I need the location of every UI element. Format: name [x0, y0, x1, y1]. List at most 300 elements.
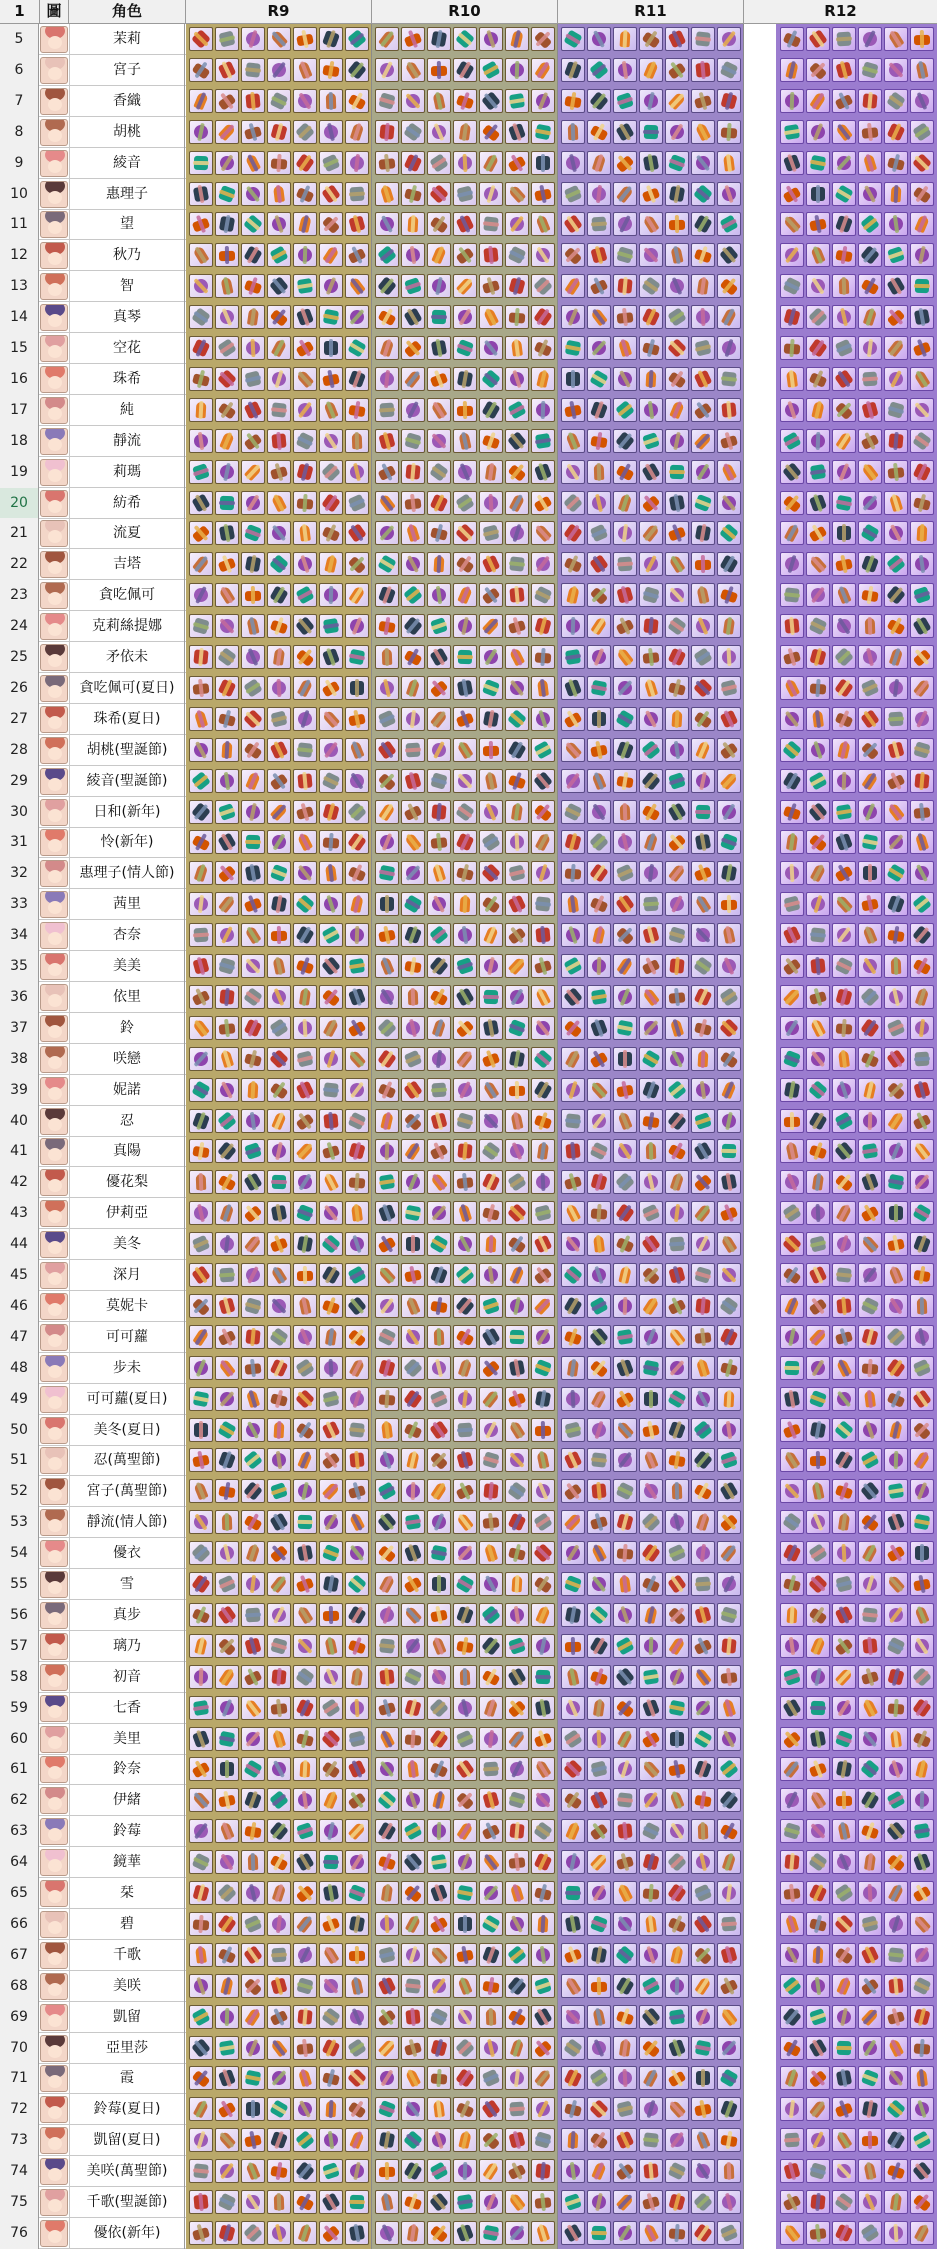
equipment-icon[interactable]: [884, 1788, 908, 1812]
equip-group-r9[interactable]: [186, 2094, 372, 2125]
equip-group-r9[interactable]: [186, 271, 372, 302]
equipment-icon[interactable]: [531, 274, 555, 298]
equip-group-r12[interactable]: [744, 1569, 937, 1600]
equipment-icon[interactable]: [639, 2036, 663, 2060]
equipment-icon[interactable]: [665, 1912, 689, 1936]
equipment-icon[interactable]: [858, 491, 882, 515]
equip-group-r11[interactable]: [558, 858, 744, 889]
equipment-icon[interactable]: [267, 89, 291, 113]
equipment-icon[interactable]: [613, 645, 637, 669]
equipment-icon[interactable]: [479, 892, 503, 916]
equipment-icon[interactable]: [189, 1510, 213, 1534]
equipment-icon[interactable]: [613, 2190, 637, 2214]
equipment-icon[interactable]: [427, 2005, 451, 2029]
row-number[interactable]: 73: [0, 2125, 39, 2156]
equipment-icon[interactable]: [806, 1479, 830, 1503]
equip-group-r9[interactable]: [186, 2156, 372, 2187]
equipment-icon[interactable]: [910, 1665, 934, 1689]
equipment-icon[interactable]: [241, 583, 265, 607]
equipment-icon[interactable]: [717, 923, 741, 947]
equip-group-r9[interactable]: [186, 1415, 372, 1446]
equipment-icon[interactable]: [639, 1263, 663, 1287]
equipment-icon[interactable]: [505, 861, 529, 885]
equipment-icon[interactable]: [639, 645, 663, 669]
equipment-icon[interactable]: [531, 429, 555, 453]
equipment-icon[interactable]: [505, 1479, 529, 1503]
equipment-icon[interactable]: [375, 552, 399, 576]
equipment-icon[interactable]: [884, 614, 908, 638]
character-name[interactable]: 初音: [69, 1662, 185, 1693]
table-row[interactable]: [0, 1909, 937, 1940]
equipment-icon[interactable]: [561, 985, 585, 1009]
equipment-icon[interactable]: [910, 800, 934, 824]
character-name[interactable]: 咲戀: [69, 1044, 185, 1075]
equipment-icon[interactable]: [427, 552, 451, 576]
equipment-icon[interactable]: [293, 923, 317, 947]
equip-group-r9[interactable]: [186, 1476, 372, 1507]
equipment-icon[interactable]: [453, 954, 477, 978]
character-name[interactable]: 亞里莎: [69, 2033, 185, 2064]
equipment-icon[interactable]: [858, 1850, 882, 1874]
equipment-icon[interactable]: [613, 58, 637, 82]
equipment-icon[interactable]: [215, 1047, 239, 1071]
equipment-icon[interactable]: [613, 305, 637, 329]
equip-group-r12[interactable]: [744, 2063, 937, 2094]
equipment-icon[interactable]: [665, 1634, 689, 1658]
equipment-icon[interactable]: [505, 1541, 529, 1565]
equipment-icon[interactable]: [241, 1881, 265, 1905]
equipment-icon[interactable]: [453, 583, 477, 607]
equipment-icon[interactable]: [665, 1232, 689, 1256]
equipment-icon[interactable]: [427, 521, 451, 545]
equipment-icon[interactable]: [613, 1479, 637, 1503]
equipment-icon[interactable]: [241, 830, 265, 854]
equip-group-r9[interactable]: [186, 148, 372, 179]
equipment-icon[interactable]: [884, 1510, 908, 1534]
equipment-icon[interactable]: [561, 367, 585, 391]
equip-group-r10[interactable]: [372, 1353, 558, 1384]
equipment-icon[interactable]: [267, 182, 291, 206]
equipment-icon[interactable]: [691, 1448, 715, 1472]
equipment-icon[interactable]: [806, 2066, 830, 2090]
equipment-icon[interactable]: [639, 27, 663, 51]
equipment-icon[interactable]: [832, 861, 856, 885]
character-name[interactable]: 茜里: [69, 889, 185, 920]
equipment-icon[interactable]: [319, 243, 343, 267]
equipment-icon[interactable]: [780, 985, 804, 1009]
equipment-icon[interactable]: [639, 212, 663, 236]
equipment-icon[interactable]: [613, 1325, 637, 1349]
equipment-icon[interactable]: [806, 892, 830, 916]
equipment-icon[interactable]: [910, 2036, 934, 2060]
equipment-icon[interactable]: [858, 1634, 882, 1658]
equipment-icon[interactable]: [884, 707, 908, 731]
equip-group-r10[interactable]: [372, 24, 558, 55]
equip-group-r10[interactable]: [372, 2063, 558, 2094]
equipment-icon[interactable]: [587, 2066, 611, 2090]
row-number[interactable]: 55: [0, 1569, 39, 1600]
equipment-icon[interactable]: [587, 1356, 611, 1380]
equipment-icon[interactable]: [479, 182, 503, 206]
equipment-icon[interactable]: [267, 2036, 291, 2060]
equip-group-r12[interactable]: [744, 2094, 937, 2125]
equipment-icon[interactable]: [806, 1665, 830, 1689]
equipment-icon[interactable]: [293, 1418, 317, 1442]
equipment-icon[interactable]: [319, 1850, 343, 1874]
equipment-icon[interactable]: [832, 1881, 856, 1905]
equipment-icon[interactable]: [691, 274, 715, 298]
equipment-icon[interactable]: [375, 274, 399, 298]
equipment-icon[interactable]: [665, 861, 689, 885]
equipment-icon[interactable]: [293, 1479, 317, 1503]
equip-group-r12[interactable]: [744, 580, 937, 611]
equipment-icon[interactable]: [241, 491, 265, 515]
equipment-icon[interactable]: [806, 552, 830, 576]
equipment-icon[interactable]: [345, 1201, 369, 1225]
character-name[interactable]: 七香: [69, 1693, 185, 1724]
equip-group-r11[interactable]: [558, 1384, 744, 1415]
equipment-icon[interactable]: [806, 1448, 830, 1472]
equipment-icon[interactable]: [215, 1727, 239, 1751]
table-row[interactable]: [0, 704, 937, 735]
equipment-icon[interactable]: [717, 521, 741, 545]
equipment-icon[interactable]: [453, 1448, 477, 1472]
equipment-icon[interactable]: [241, 552, 265, 576]
equipment-icon[interactable]: [587, 1572, 611, 1596]
equipment-icon[interactable]: [453, 892, 477, 916]
equipment-icon[interactable]: [345, 1232, 369, 1256]
equip-group-r11[interactable]: [558, 1291, 744, 1322]
equipment-icon[interactable]: [832, 676, 856, 700]
equipment-icon[interactable]: [858, 769, 882, 793]
equipment-icon[interactable]: [910, 1047, 934, 1071]
table-row[interactable]: [0, 1044, 937, 1075]
table-row[interactable]: [0, 457, 937, 488]
equipment-icon[interactable]: [505, 1788, 529, 1812]
equipment-icon[interactable]: [479, 521, 503, 545]
equipment-icon[interactable]: [241, 1603, 265, 1627]
equipment-icon[interactable]: [561, 1078, 585, 1102]
equipment-icon[interactable]: [639, 182, 663, 206]
equipment-icon[interactable]: [910, 274, 934, 298]
equipment-icon[interactable]: [531, 1387, 555, 1411]
equipment-icon[interactable]: [858, 1510, 882, 1534]
equipment-icon[interactable]: [717, 800, 741, 824]
equipment-icon[interactable]: [561, 1418, 585, 1442]
equipment-icon[interactable]: [780, 2221, 804, 2245]
equipment-icon[interactable]: [691, 1047, 715, 1071]
equipment-icon[interactable]: [453, 552, 477, 576]
equipment-icon[interactable]: [345, 1047, 369, 1071]
equipment-icon[interactable]: [241, 243, 265, 267]
equipment-icon[interactable]: [241, 151, 265, 175]
equipment-icon[interactable]: [613, 336, 637, 360]
character-name[interactable]: 宮子(萬聖節): [69, 1476, 185, 1507]
equipment-icon[interactable]: [267, 830, 291, 854]
equipment-icon[interactable]: [479, 645, 503, 669]
character-name[interactable]: 珠希: [69, 364, 185, 395]
equipment-icon[interactable]: [639, 1696, 663, 1720]
equipment-icon[interactable]: [401, 1943, 425, 1967]
table-row[interactable]: [0, 1971, 937, 2002]
equip-group-r10[interactable]: [372, 2125, 558, 2156]
equipment-icon[interactable]: [858, 1201, 882, 1225]
equipment-icon[interactable]: [665, 738, 689, 762]
equipment-icon[interactable]: [267, 1665, 291, 1689]
equipment-icon[interactable]: [691, 1665, 715, 1689]
equipment-icon[interactable]: [806, 1078, 830, 1102]
equip-group-r12[interactable]: [744, 364, 937, 395]
equipment-icon[interactable]: [215, 1016, 239, 1040]
equipment-icon[interactable]: [427, 1016, 451, 1040]
equipment-icon[interactable]: [561, 1047, 585, 1071]
equipment-icon[interactable]: [375, 336, 399, 360]
equipment-icon[interactable]: [613, 1232, 637, 1256]
equipment-icon[interactable]: [427, 800, 451, 824]
equipment-icon[interactable]: [375, 1047, 399, 1071]
equipment-icon[interactable]: [832, 985, 856, 1009]
equipment-icon[interactable]: [189, 861, 213, 885]
equipment-icon[interactable]: [884, 1881, 908, 1905]
equipment-icon[interactable]: [293, 2128, 317, 2152]
equipment-icon[interactable]: [910, 1356, 934, 1380]
equipment-icon[interactable]: [639, 1943, 663, 1967]
equipment-icon[interactable]: [189, 1418, 213, 1442]
equipment-icon[interactable]: [267, 1109, 291, 1133]
equipment-icon[interactable]: [587, 1047, 611, 1071]
equipment-icon[interactable]: [189, 1819, 213, 1843]
equipment-icon[interactable]: [587, 27, 611, 51]
equipment-icon[interactable]: [453, 1325, 477, 1349]
equip-group-r11[interactable]: [558, 148, 744, 179]
equipment-icon[interactable]: [453, 1850, 477, 1874]
character-name[interactable]: 惠理子: [69, 179, 185, 210]
equipment-icon[interactable]: [717, 1603, 741, 1627]
equip-group-r11[interactable]: [558, 735, 744, 766]
equipment-icon[interactable]: [884, 27, 908, 51]
equipment-icon[interactable]: [691, 1943, 715, 1967]
row-number[interactable]: 41: [0, 1136, 39, 1167]
equipment-icon[interactable]: [832, 583, 856, 607]
equipment-icon[interactable]: [780, 2066, 804, 2090]
equipment-icon[interactable]: [241, 521, 265, 545]
equipment-icon[interactable]: [345, 2190, 369, 2214]
equipment-icon[interactable]: [505, 2128, 529, 2152]
equipment-icon[interactable]: [832, 1541, 856, 1565]
row-number[interactable]: 23: [0, 580, 39, 611]
equipment-icon[interactable]: [806, 1263, 830, 1287]
equipment-icon[interactable]: [267, 1387, 291, 1411]
equipment-icon[interactable]: [561, 1572, 585, 1596]
equipment-icon[interactable]: [717, 151, 741, 175]
equipment-icon[interactable]: [561, 1263, 585, 1287]
equipment-icon[interactable]: [267, 398, 291, 422]
equipment-icon[interactable]: [613, 1974, 637, 1998]
equipment-icon[interactable]: [780, 1201, 804, 1225]
equipment-icon[interactable]: [884, 1109, 908, 1133]
equipment-icon[interactable]: [345, 2128, 369, 2152]
equipment-icon[interactable]: [319, 398, 343, 422]
equip-group-r11[interactable]: [558, 240, 744, 271]
equipment-icon[interactable]: [613, 2221, 637, 2245]
equipment-icon[interactable]: [319, 2159, 343, 2183]
equipment-icon[interactable]: [780, 2190, 804, 2214]
equip-group-r12[interactable]: [744, 1106, 937, 1137]
equipment-icon[interactable]: [884, 1016, 908, 1040]
equipment-icon[interactable]: [479, 2005, 503, 2029]
equipment-icon[interactable]: [910, 305, 934, 329]
equipment-icon[interactable]: [375, 521, 399, 545]
equipment-icon[interactable]: [375, 1603, 399, 1627]
equipment-icon[interactable]: [345, 212, 369, 236]
equipment-icon[interactable]: [401, 151, 425, 175]
character-name[interactable]: 可可蘿(夏日): [69, 1384, 185, 1415]
equipment-icon[interactable]: [665, 1819, 689, 1843]
equipment-icon[interactable]: [587, 151, 611, 175]
equipment-icon[interactable]: [479, 151, 503, 175]
equip-group-r10[interactable]: [372, 271, 558, 302]
equipment-icon[interactable]: [665, 1943, 689, 1967]
equipment-icon[interactable]: [639, 1912, 663, 1936]
equipment-icon[interactable]: [691, 1572, 715, 1596]
equipment-icon[interactable]: [691, 398, 715, 422]
equipment-icon[interactable]: [479, 1850, 503, 1874]
equipment-icon[interactable]: [858, 2066, 882, 2090]
equip-group-r9[interactable]: [186, 1167, 372, 1198]
character-name[interactable]: 優花梨: [69, 1167, 185, 1198]
equipment-icon[interactable]: [401, 1665, 425, 1689]
equipment-icon[interactable]: [561, 1696, 585, 1720]
equip-group-r9[interactable]: [186, 1724, 372, 1755]
equip-group-r12[interactable]: [744, 148, 937, 179]
equipment-icon[interactable]: [587, 1139, 611, 1163]
equipment-icon[interactable]: [401, 861, 425, 885]
equipment-icon[interactable]: [505, 1387, 529, 1411]
equipment-icon[interactable]: [319, 1078, 343, 1102]
equipment-icon[interactable]: [241, 923, 265, 947]
equipment-icon[interactable]: [665, 2128, 689, 2152]
character-name[interactable]: 凱留(夏日): [69, 2125, 185, 2156]
row-number[interactable]: 22: [0, 549, 39, 580]
equipment-icon[interactable]: [215, 1974, 239, 1998]
equipment-icon[interactable]: [215, 243, 239, 267]
equipment-icon[interactable]: [691, 2128, 715, 2152]
equipment-icon[interactable]: [319, 861, 343, 885]
equipment-icon[interactable]: [345, 830, 369, 854]
equipment-icon[interactable]: [780, 614, 804, 638]
character-name[interactable]: 美美: [69, 951, 185, 982]
equipment-icon[interactable]: [884, 89, 908, 113]
equipment-icon[interactable]: [561, 1232, 585, 1256]
equipment-icon[interactable]: [717, 1263, 741, 1287]
equipment-icon[interactable]: [587, 892, 611, 916]
equipment-icon[interactable]: [319, 892, 343, 916]
equipment-icon[interactable]: [401, 429, 425, 453]
equipment-icon[interactable]: [345, 1479, 369, 1503]
equipment-icon[interactable]: [858, 151, 882, 175]
equipment-icon[interactable]: [215, 1572, 239, 1596]
equipment-icon[interactable]: [453, 1943, 477, 1967]
equip-group-r11[interactable]: [558, 1754, 744, 1785]
equipment-icon[interactable]: [375, 1418, 399, 1442]
character-name[interactable]: 可可蘿: [69, 1322, 185, 1353]
equipment-icon[interactable]: [717, 1634, 741, 1658]
equipment-icon[interactable]: [505, 1170, 529, 1194]
equipment-icon[interactable]: [884, 398, 908, 422]
equip-group-r11[interactable]: [558, 580, 744, 611]
character-name[interactable]: 步未: [69, 1353, 185, 1384]
equipment-icon[interactable]: [427, 1665, 451, 1689]
equipment-icon[interactable]: [561, 1016, 585, 1040]
table-row[interactable]: [0, 2218, 937, 2249]
equipment-icon[interactable]: [561, 1479, 585, 1503]
equipment-icon[interactable]: [858, 429, 882, 453]
equipment-icon[interactable]: [561, 1325, 585, 1349]
equipment-icon[interactable]: [910, 1109, 934, 1133]
equipment-icon[interactable]: [832, 1665, 856, 1689]
equipment-icon[interactable]: [858, 460, 882, 484]
equipment-icon[interactable]: [479, 769, 503, 793]
equipment-icon[interactable]: [479, 212, 503, 236]
equipment-icon[interactable]: [561, 1634, 585, 1658]
equipment-icon[interactable]: [345, 707, 369, 731]
equipment-icon[interactable]: [189, 1356, 213, 1380]
equipment-icon[interactable]: [665, 398, 689, 422]
equipment-icon[interactable]: [293, 892, 317, 916]
equipment-icon[interactable]: [427, 738, 451, 762]
equipment-icon[interactable]: [780, 1170, 804, 1194]
equipment-icon[interactable]: [665, 1325, 689, 1349]
equip-group-r11[interactable]: [558, 1415, 744, 1446]
equip-group-r10[interactable]: [372, 673, 558, 704]
equipment-icon[interactable]: [780, 1850, 804, 1874]
equipment-icon[interactable]: [587, 1665, 611, 1689]
equipment-icon[interactable]: [267, 1047, 291, 1071]
equipment-icon[interactable]: [910, 1788, 934, 1812]
equipment-icon[interactable]: [717, 305, 741, 329]
equipment-icon[interactable]: [215, 151, 239, 175]
equipment-icon[interactable]: [345, 1696, 369, 1720]
equipment-icon[interactable]: [613, 274, 637, 298]
equipment-icon[interactable]: [293, 2159, 317, 2183]
equipment-icon[interactable]: [858, 1912, 882, 1936]
equip-group-r10[interactable]: [372, 766, 558, 797]
equipment-icon[interactable]: [806, 1109, 830, 1133]
equipment-icon[interactable]: [267, 1572, 291, 1596]
equipment-icon[interactable]: [884, 645, 908, 669]
equipment-icon[interactable]: [531, 1263, 555, 1287]
equipment-icon[interactable]: [375, 2221, 399, 2245]
equipment-icon[interactable]: [561, 212, 585, 236]
equip-group-r10[interactable]: [372, 117, 558, 148]
equipment-icon[interactable]: [319, 1387, 343, 1411]
equipment-icon[interactable]: [453, 2097, 477, 2121]
equipment-icon[interactable]: [345, 2159, 369, 2183]
equipment-icon[interactable]: [780, 1232, 804, 1256]
equipment-icon[interactable]: [293, 1109, 317, 1133]
equipment-icon[interactable]: [561, 2066, 585, 2090]
equipment-icon[interactable]: [639, 552, 663, 576]
equipment-icon[interactable]: [910, 2190, 934, 2214]
equipment-icon[interactable]: [215, 27, 239, 51]
equipment-icon[interactable]: [427, 274, 451, 298]
equipment-icon[interactable]: [345, 27, 369, 51]
equipment-icon[interactable]: [189, 1572, 213, 1596]
equipment-icon[interactable]: [453, 1665, 477, 1689]
equipment-icon[interactable]: [858, 521, 882, 545]
equipment-icon[interactable]: [241, 1078, 265, 1102]
equipment-icon[interactable]: [613, 2128, 637, 2152]
